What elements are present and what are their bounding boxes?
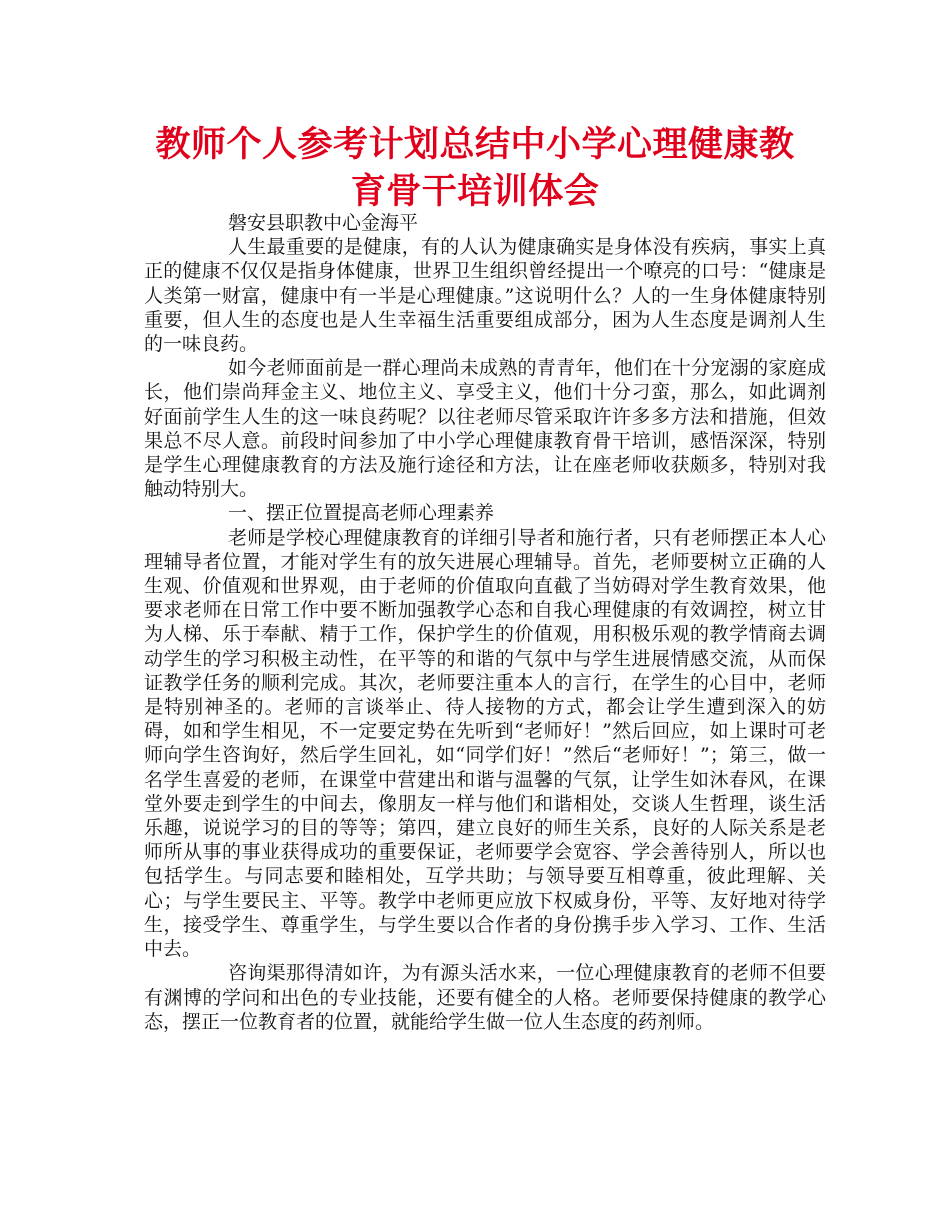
paragraph-intro: 人生最重要的是健康，有的人认为健康确实是身体没有疾病，事实上真正的健康不仅仅是指身体健康，世界卫生组织曾经提出一个嘹亮的口号：“健康是人类第一财富，健康中有一半是心理健康。”这说明什么？人的一生身体健康特别重要，但人生的态度也是人生幸福生活重要组成部分，困为人生态度是调剂人生的一味良药。 xyxy=(144,236,826,356)
paragraph-section-1: 老师是学校心理健康教育的详细引导者和施行者，只有老师摆正本人心理辅导者位置，才能对学生有的放矢进展心理辅导。首先，老师要树立正确的人生观、价值观和世界观，由于老师的价值取向直截了当妨碍对学生教育效果，他要求老师在日常工作中要不断加强教学心态和自我心理健康的有效调控，树立甘为人梯、乐于奉献、精于工作，保护学生的价值观，用积极乐观的教学情商去调动学生的学习积极主动性，在平等的和谐的气氛中与学生进展情感交流，从而保证教学任务的顺利完成。其次，老师要注重本人的言行，在学生的心目中，老师是特别神圣的。老师的言谈举止、待人接物的方式，都会让学生遭到深入的妨碍，如和学生相见，不一定要定势在先听到“老师好！”然后回应，如上课时可老师向学生咨询好，然后学生回礼，如“同学们好！”然后“老师好！”；第三，做一名学生喜爱的老师，在课堂中营建出和谐与温馨的气氛，让学生如沐春风，在课堂外要走到学生的中间去，像朋友一样与他们和谐相处，交谈人生哲理，谈生活乐趣，说说学习的目的等等；第四，建立良好的师生关系，良好的人际关系是老师所从事的事业获得成功的重要保证，老师要学会宽容、学会善待别人，所以也包括学生。与同志要和睦相处，互学共助；与领导要互相尊重，彼此理解、关心；与学生要民主、平等。教学中老师更应放下权威身份，平等、友好地对待学生，接受学生、尊重学生，与学生要以合作者的身份携手步入学习、工作、生活中去。 xyxy=(144,526,826,961)
document-title: 教师个人参考计划总结中小学心理健康教育骨干培训体会 xyxy=(155,125,795,212)
document-body xyxy=(144,211,826,1034)
paragraph-conclusion: 咨询渠那得清如许，为有源头活水来，一位心理健康教育的老师不但要有渊博的学问和出色的专业技能，还要有健全的人格。老师要保持健康的教学心态，摆正一位教育者的位置，就能给学生做一位人生态度的药剂师。 xyxy=(144,962,826,1033)
paragraph-context: 如今老师面前是一群心理尚未成熟的青青年，他们在十分宠溺的家庭成长，他们崇尚拜金主义、地位主义、享受主义，他们十分刁蛮，那么，如此调剂好面前学生人生的这一味良药呢？以往老师尽管采取许许多多方法和措施，但效果总不尽人意。前段时间参加了中小学心理健康教育骨干培训，感悟深深，特别是学生心理健康教育的方法及施行途径和方法，让在座老师收获颇多，特别对我触动特别大。 xyxy=(144,357,826,501)
author-line: 磐安县职教中心金海平 xyxy=(228,212,419,234)
section-heading-1: 一、摆正位置提高老师心理素养 xyxy=(228,502,495,525)
